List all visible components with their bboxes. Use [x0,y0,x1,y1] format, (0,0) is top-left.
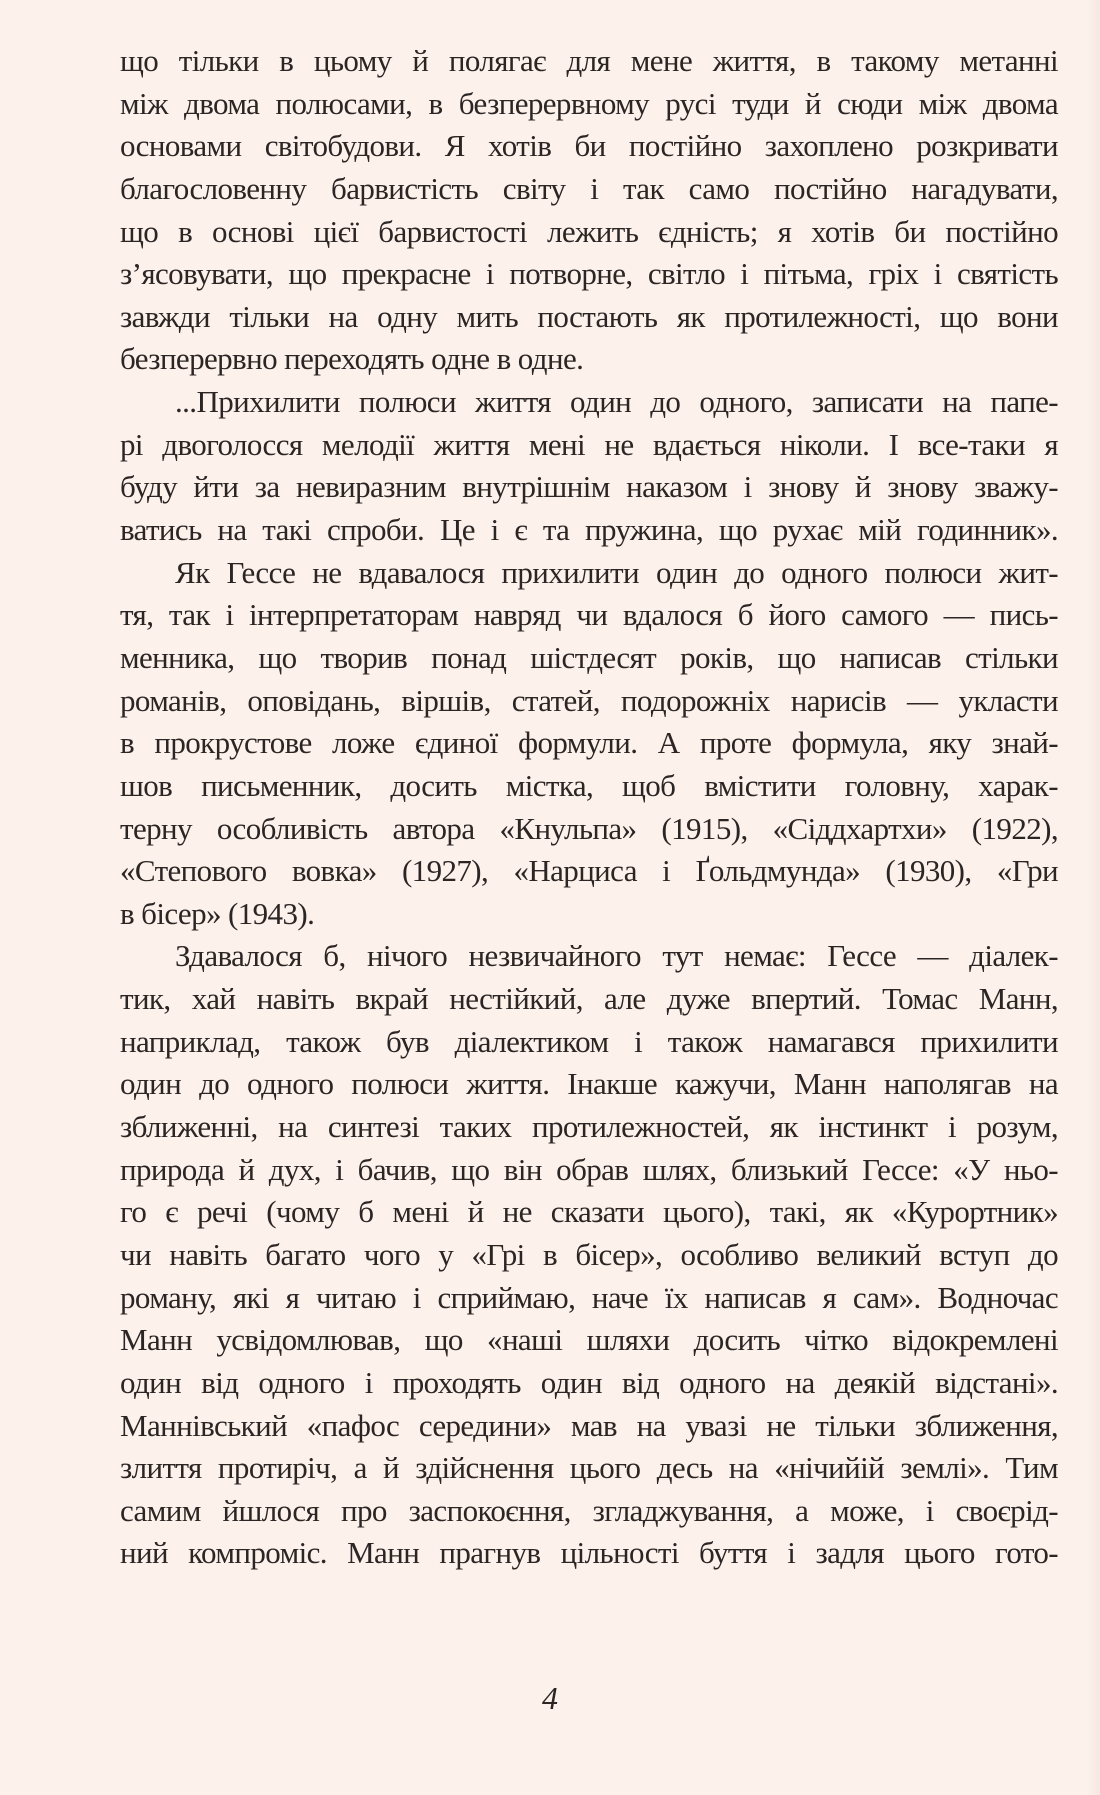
text-line: з’ясовувати, що прекрасне і потворне, світло і пітьма, гріх і святість [120,256,1058,292]
text-line: один від одного і проходять один від одного на деякій відстані». [120,1364,1058,1400]
text-line: Здавалося б, нічого незвичайного тут немає: Гессе — діалек- [175,938,1058,974]
text-line: наприклад, також був діалектиком і також намагався прихилити [120,1023,1058,1059]
text-line: природа й дух, і бачив, що він обрав шлях, близький Гессе: «У ньо- [120,1151,1058,1187]
text-line: менника, що творив понад шістдесят років, що написав стільки [120,639,1058,675]
text-line: ...Прихилити полюси життя один до одного, записати на папе- [175,384,1058,420]
text-line: завжди тільки на одну мить постають як протилежності, що вони [120,298,1058,334]
page-edge-shadow [1086,0,1100,1795]
text-line: в прокрустове ложе єдиної формули. А проте формула, яку знай- [120,725,1058,761]
text-line: «Степового вовка» (1927), «Нарциса і Ґольдмунда» (1930), «Гри [120,853,1058,889]
text-line: зближенні, на синтезі таких протилежностей, як інстинкт і розум, [120,1109,1058,1145]
paragraph-3 [120,552,1058,936]
text-line: буду йти за невиразним внутрішнім наказом і знову й знову зважу- [120,469,1058,505]
text-line: в бісер» (1943). [120,895,315,931]
text-line: ний компроміс. Манн прагнув цільності буття і задля цього гото- [120,1535,1058,1571]
text-line: терну особливість автора «Кнульпа» (1915), «Сіддхартхи» (1922), [120,810,1058,846]
text-line: що тільки в цьому й полягає для мене життя, в такому метанні [120,43,1058,78]
text-line: роману, які я читаю і сприймаю, наче їх написав я сам». Водночас [120,1279,1058,1315]
page-number: 4 [542,1680,558,1716]
text-line: що в основі цієї барвистості лежить єдність; я хотів би постійно [120,213,1058,249]
text-line: тя, так і інтерпретаторам навряд чи вдалося б його самого — пись- [120,597,1058,633]
text-line: Маннівський «пафос середини» мав на увазі не тільки зближення, [120,1407,1058,1443]
text-line: тик, хай навіть вкрай нестійкий, але дуже впертий. Томас Манн, [120,981,1058,1017]
text-line: безперервно переходять одне в одне. [120,341,584,377]
text-line: Як Гессе не вдавалося прихилити один до одного полюси жит- [175,554,1058,590]
text-line: го є речі (чому б мені й не сказати цього), такі, як «Курортник» [120,1194,1058,1230]
text-line: між двома полюсами, в безперервному русі туди й сюди між двома [120,85,1058,121]
text-line: благословенну барвистість світу і так само постійно нагадувати, [120,170,1058,206]
paragraph-4 [120,935,1058,1575]
text-line: шов письменник, досить містка, щоб вмістити головну, харак- [120,767,1058,803]
paragraph-2 [120,381,1058,552]
text-line: Манн усвідомлював, що «наші шляхи досить чітко відокремлені [120,1322,1058,1358]
text-line: самим йшлося про заспокоєння, згладжування, а може, і своєрід- [120,1492,1058,1528]
text-line: рі двоголосся мелодії життя мені не вдається ніколи. І все-таки я [120,426,1058,462]
book-page-body [120,40,1058,1575]
text-line: романів, оповідань, віршів, статей, подорожніх нарисів — укласти [120,682,1058,718]
text-line: основами світобудови. Я хотів би постійно захоплено розкривати [120,128,1058,164]
text-line: ватись на такі спроби. Це і є та пружина, що рухає мій годинник». [120,512,1058,548]
text-line: чи навіть багато чого у «Грі в бісер», особливо великий вступ до [120,1236,1058,1272]
text-line: злиття протиріч, а й здійснення цього десь на «нічийій землі». Тим [120,1450,1058,1486]
text-line: один до одного полюси життя. Інакше кажучи, Манн наполягав на [120,1066,1058,1102]
paragraph-1 [120,40,1058,381]
